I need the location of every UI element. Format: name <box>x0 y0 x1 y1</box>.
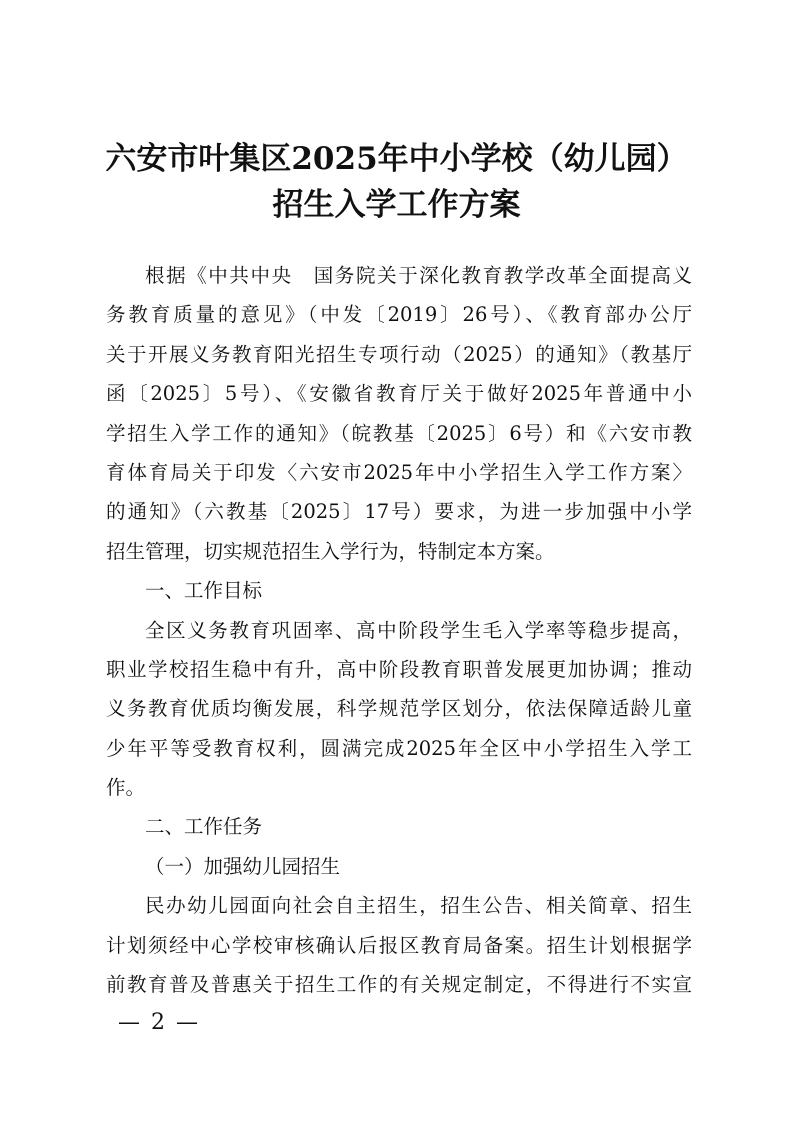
intro-line: 的通知》（六教基〔2025〕17号）要求，为进一步加强中小学 <box>106 500 692 524</box>
document-title-line-1: 六安市叶集区2025年中小学校（幼儿园） <box>105 141 688 177</box>
section-2-heading: 二、工作任务 <box>145 815 263 839</box>
intro-line: 育体育局关于印发〈六安市2025年中小学招生入学工作方案〉 <box>106 460 692 484</box>
subsection-1-line: 民办幼儿园面向社会自主招生，招生公告、相关简章、招生 <box>145 894 692 918</box>
subsection-1-line: 前教育普及普惠关于招生工作的有关规定制定，不得进行不实宣 <box>106 973 692 997</box>
intro-line: 关于开展义务教育阳光招生专项行动（2025）的通知》（教基厅 <box>106 342 692 366</box>
intro-line: 根据《中共中央 国务院关于深化教育教学改革全面提高义 <box>145 264 692 287</box>
intro-line: 函〔2025〕5号）、《安徽省教育厅关于做好2025年普通中小 <box>106 382 692 406</box>
section-1-line: 义务教育优质均衡发展，科学规范学区划分，依法保障适龄儿童 <box>106 697 692 721</box>
subsection-1-heading: （一）加强幼儿园招生 <box>145 854 341 878</box>
section-1-line: 职业学校招生稳中有升，高中阶段教育职普发展更加协调；推动 <box>106 657 692 681</box>
intro-line: 务教育质量的意见》（中发〔2019〕26号）、《教育部办公厅 <box>106 303 692 327</box>
page-number: — 2 — <box>118 1010 200 1035</box>
section-1-line: 全区义务教育巩固率、高中阶段学生毛入学率等稳步提高， <box>145 618 692 642</box>
section-1-heading: 一、工作目标 <box>145 579 263 603</box>
section-1-line: 作。 <box>106 776 146 800</box>
document-body <box>106 256 692 1004</box>
subsection-1-line: 计划须经中心学校审核确认后报区教育局备案。招生计划根据学 <box>106 933 692 957</box>
document-title-line-2: 招生入学工作方案 <box>272 187 521 223</box>
intro-line: 学招生入学工作的通知》（皖教基〔2025〕6号）和《六安市教 <box>106 421 692 445</box>
section-1-line: 少年平等受教育权利，圆满完成2025年全区中小学招生入学工 <box>106 736 692 760</box>
intro-line: 招生管理，切实规范招生入学行为，特制定本方案。 <box>106 539 555 563</box>
